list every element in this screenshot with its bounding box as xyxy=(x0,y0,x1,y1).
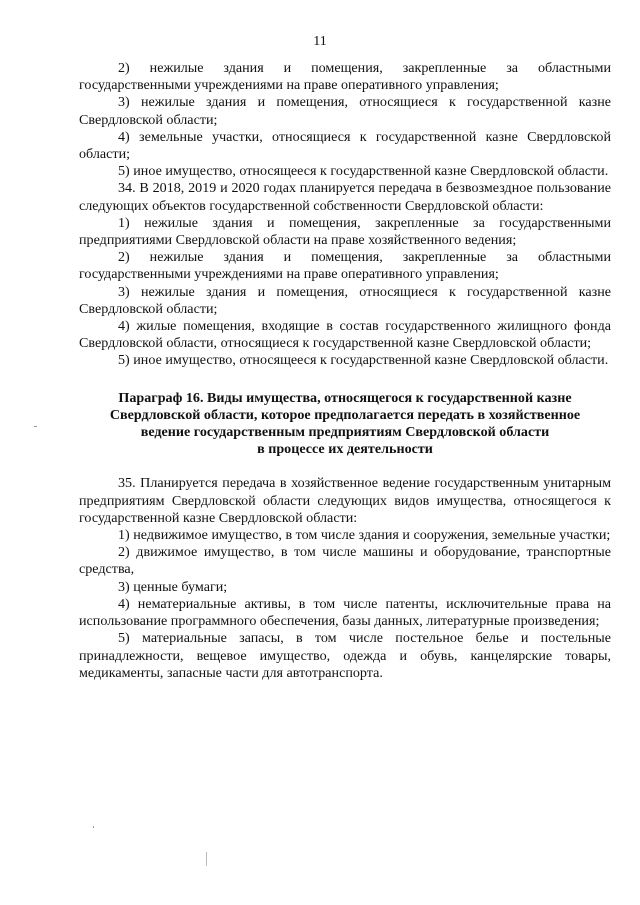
paragraph: 2) нежилые здания и помещения, закрепленные за областными государственными учреждениями на праве оперативного управления; xyxy=(79,60,611,94)
paragraph: 5) иное имущество, относящееся к государственной казне Свердловской области. xyxy=(118,352,609,369)
paragraph: 34. В 2018, 2019 и 2020 годах планируется передача в безвозмездное пользование следующих объектов государственной собственности Свердловской области: xyxy=(79,180,611,214)
heading-line: в процессе их деятельности xyxy=(257,441,433,458)
document-body xyxy=(79,60,611,682)
paragraph: 4) нематериальные активы, в том числе патенты, исключительные права на использование программного обеспечения, базы данных, литературные произведения; xyxy=(79,595,611,630)
heading-line: Параграф 16. Виды имущества, относящегося к государственной казне xyxy=(118,389,572,406)
paragraph: 3) ценные бумаги; xyxy=(118,578,228,595)
paragraph: 1) нежилые здания и помещения, закрепленные за государственными предприятиями Свердловской области на праве хозяйственного ведения; xyxy=(79,214,611,249)
paragraph: 5) иное имущество, относящееся к государственной казне Свердловской области. xyxy=(118,163,609,180)
heading-line: Свердловской области, которое предполагается передать в хозяйственное xyxy=(109,406,581,423)
paragraph: 35. Планируется передача в хозяйственное ведение государственным унитарным предприятиям Свердловской области следующих видов имущества, относящегося к государственной казне Свердловской области: xyxy=(79,475,611,526)
paragraph: 1) недвижимое имущество, в том числе здания и сооружения, земельные участки; xyxy=(118,527,611,544)
scan-artifact xyxy=(206,852,207,866)
scan-artifact xyxy=(93,826,94,828)
paragraph: 4) жилые помещения, входящие в состав государственного жилищного фонда Свердловской области, относящиеся к государственной казне Свердловской области; xyxy=(79,318,611,352)
heading-line: ведение государственным предприятиям Свердловской области xyxy=(140,424,550,441)
section-heading xyxy=(79,390,611,459)
page-number: 11 xyxy=(313,34,327,49)
paragraph: 3) нежилые здания и помещения, относящиеся к государственной казне Свердловской области; xyxy=(79,94,611,128)
paragraph: 3) нежилые здания и помещения, относящиеся к государственной казне Свердловской области; xyxy=(79,283,611,317)
scan-artifact xyxy=(34,426,37,427)
paragraph: 5) материальные запасы, в том числе постельное белье и постельные принадлежности, вещевое имущество, одежда и обувь, канцелярские товары, медикаменты, запасные части для автотранспорта. xyxy=(79,630,611,681)
paragraph: 2) нежилые здания и помещения, закрепленные за областными государственными учреждениями на праве оперативного управления; xyxy=(79,249,611,283)
paragraph: 2) движимое имущество, в том числе машины и оборудование, транспортные средства, xyxy=(79,544,611,578)
paragraph: 4) земельные участки, относящиеся к государственной казне Свердловской области; xyxy=(79,128,611,163)
